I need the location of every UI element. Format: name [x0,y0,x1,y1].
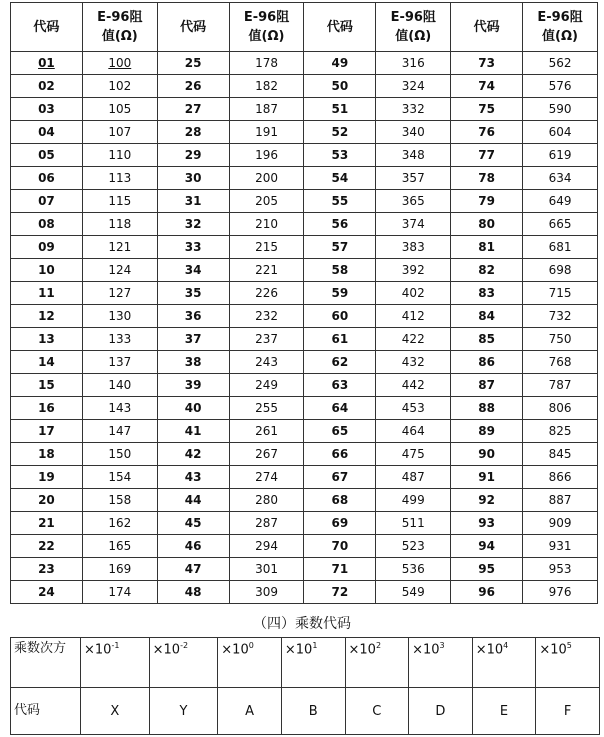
power-base: ×10 [152,642,181,658]
code-cell: 48 [157,581,229,604]
resistance-value-cell: 576 [523,75,598,98]
resistance-value-cell: 100 [82,52,157,75]
resistance-value-cell: 953 [523,558,598,581]
resistance-value-cell: 210 [229,213,304,236]
resistance-value-cell: 383 [376,236,451,259]
code-cell: 27 [157,98,229,121]
code-cell: 88 [451,397,523,420]
resistance-value-cell: 127 [82,282,157,305]
table-row [11,167,598,190]
table-row [11,98,598,121]
code-cell: 94 [451,535,523,558]
code-cell: 34 [157,259,229,282]
resistance-value-cell: 178 [229,52,304,75]
code-cell: 07 [11,190,83,213]
table-row [11,466,598,489]
power-exponent: 0 [248,641,254,650]
code-cell: 09 [11,236,83,259]
resistance-value-cell: 499 [376,489,451,512]
resistance-value-cell: 115 [82,190,157,213]
resistance-value-cell: 649 [523,190,598,213]
resistance-value-cell: 562 [523,52,598,75]
resistance-value-cell: 200 [229,167,304,190]
resistance-value-cell: 332 [376,98,451,121]
resistance-value-cell: 280 [229,489,304,512]
multiplier-power-cell [536,638,600,688]
code-cell: 82 [451,259,523,282]
code-cell: 54 [304,167,376,190]
resistance-value-cell: 137 [82,351,157,374]
code-cell: 83 [451,282,523,305]
table-row [11,489,598,512]
resistance-value-cell: 110 [82,144,157,167]
header-cell: E-96阻 值(Ω) [376,3,451,52]
code-cell: 05 [11,144,83,167]
multiplier-code-cell: F [536,688,600,735]
resistance-value-cell: 232 [229,305,304,328]
table-row [11,374,598,397]
power-base: ×10 [412,642,440,658]
code-cell: 31 [157,190,229,213]
table-row [11,213,598,236]
multiplier-power-row [11,638,600,688]
resistance-value-cell: 301 [229,558,304,581]
code-cell: 26 [157,75,229,98]
resistance-value-cell: 536 [376,558,451,581]
code-cell: 38 [157,351,229,374]
resistance-value-cell: 634 [523,167,598,190]
resistance-value-cell: 162 [82,512,157,535]
resistance-value-cell: 324 [376,75,451,98]
table-row [11,236,598,259]
resistance-value-cell: 130 [82,305,157,328]
code-cell: 14 [11,351,83,374]
code-cell: 67 [304,466,376,489]
multiplier-code-cell: C [345,688,409,735]
code-cell: 58 [304,259,376,282]
multiplier-power-cell [218,638,282,688]
resistance-value-cell: 787 [523,374,598,397]
code-cell: 77 [451,144,523,167]
resistance-value-cell: 274 [229,466,304,489]
resistance-value-cell: 750 [523,328,598,351]
resistance-value-cell: 147 [82,420,157,443]
resistance-value-cell: 768 [523,351,598,374]
multiplier-power-cell [81,638,150,688]
code-cell: 74 [451,75,523,98]
code-cell: 15 [11,374,83,397]
power-exponent: 5 [566,641,572,650]
power-exponent: -1 [111,641,120,650]
resistance-value-cell: 165 [82,535,157,558]
code-cell: 04 [11,121,83,144]
header-cell: E-96阻 值(Ω) [82,3,157,52]
resistance-value-cell: 237 [229,328,304,351]
resistance-value-cell: 249 [229,374,304,397]
resistance-value-cell: 348 [376,144,451,167]
table-row [11,512,598,535]
code-cell: 23 [11,558,83,581]
table-row [11,52,598,75]
header-cell: 代码 [157,3,229,52]
code-cell: 08 [11,213,83,236]
code-cell: 21 [11,512,83,535]
table-row [11,328,598,351]
resistance-value-cell: 475 [376,443,451,466]
code-cell: 18 [11,443,83,466]
code-cell: 70 [304,535,376,558]
code-cell: 68 [304,489,376,512]
power-exponent: 4 [503,641,509,650]
resistance-value-cell: 909 [523,512,598,535]
header-cell: 代码 [11,3,83,52]
resistance-value-cell: 357 [376,167,451,190]
resistance-value-cell: 442 [376,374,451,397]
table-row [11,259,598,282]
code-cell: 16 [11,397,83,420]
code-cell: 95 [451,558,523,581]
resistance-value-cell: 665 [523,213,598,236]
code-cell: 72 [304,581,376,604]
resistance-value-cell: 681 [523,236,598,259]
resistance-value-cell: 102 [82,75,157,98]
code-cell: 37 [157,328,229,351]
power-exponent: -2 [180,641,189,650]
resistance-value-cell: 205 [229,190,304,213]
code-cell: 75 [451,98,523,121]
table-row [11,282,598,305]
code-cell: 32 [157,213,229,236]
table-row [11,144,598,167]
code-cell: 06 [11,167,83,190]
table-body [11,52,598,604]
multiplier-power-cell [345,638,409,688]
code-cell: 64 [304,397,376,420]
code-cell: 60 [304,305,376,328]
resistance-value-cell: 845 [523,443,598,466]
code-cell: 96 [451,581,523,604]
code-cell: 42 [157,443,229,466]
code-cell: 03 [11,98,83,121]
resistance-value-cell: 169 [82,558,157,581]
resistance-value-cell: 287 [229,512,304,535]
code-cell: 76 [451,121,523,144]
header-cell: E-96阻 值(Ω) [229,3,304,52]
resistance-value-cell: 107 [82,121,157,144]
resistance-value-cell: 187 [229,98,304,121]
multiplier-code-cell: E [472,688,536,735]
code-cell: 79 [451,190,523,213]
resistance-value-cell: 365 [376,190,451,213]
header-cell: 代码 [304,3,376,52]
table-row [11,305,598,328]
power-exponent: 2 [375,641,382,650]
code-cell: 40 [157,397,229,420]
resistance-value-cell: 309 [229,581,304,604]
code-cell: 44 [157,489,229,512]
e96-resistor-code-table [10,2,598,604]
resistance-value-cell: 340 [376,121,451,144]
power-base: ×10 [475,642,504,658]
code-cell: 12 [11,305,83,328]
resistance-value-cell: 412 [376,305,451,328]
resistance-value-cell: 140 [82,374,157,397]
table-row [11,581,598,604]
code-cell: 22 [11,535,83,558]
multiplier-code-table [10,637,600,735]
table-row [11,351,598,374]
code-cell: 46 [157,535,229,558]
code-cell: 80 [451,213,523,236]
code-cell: 65 [304,420,376,443]
resistance-value-cell: 143 [82,397,157,420]
code-cell: 52 [304,121,376,144]
resistance-value-cell: 133 [82,328,157,351]
code-cell: 61 [304,328,376,351]
resistance-value-cell: 806 [523,397,598,420]
code-cell: 10 [11,259,83,282]
power-base: ×10 [284,642,313,658]
resistance-value-cell: 226 [229,282,304,305]
code-cell: 81 [451,236,523,259]
resistance-value-cell: 113 [82,167,157,190]
resistance-value-cell: 432 [376,351,451,374]
code-cell: 84 [451,305,523,328]
code-cell: 62 [304,351,376,374]
resistance-value-cell: 316 [376,52,451,75]
power-exponent: 1 [312,641,318,650]
power-base: ×10 [221,642,249,658]
power-exponent: 3 [439,641,445,650]
header-cell: 代码 [451,3,523,52]
table-row [11,397,598,420]
code-cell: 02 [11,75,83,98]
resistance-value-cell: 191 [229,121,304,144]
table-row [11,443,598,466]
resistance-value-cell: 243 [229,351,304,374]
code-cell: 11 [11,282,83,305]
code-cell: 55 [304,190,376,213]
code-cell: 33 [157,236,229,259]
code-cell: 35 [157,282,229,305]
resistance-value-cell: 124 [82,259,157,282]
code-cell: 85 [451,328,523,351]
code-cell: 92 [451,489,523,512]
resistance-value-cell: 590 [523,98,598,121]
code-cell: 78 [451,167,523,190]
code-cell: 73 [451,52,523,75]
power-base: ×10 [539,642,567,658]
code-cell: 45 [157,512,229,535]
resistance-value-cell: 422 [376,328,451,351]
code-cell: 20 [11,489,83,512]
code-cell: 49 [304,52,376,75]
multiplier-power-cell [281,638,345,688]
resistance-value-cell: 118 [82,213,157,236]
code-cell: 71 [304,558,376,581]
resistance-value-cell: 154 [82,466,157,489]
code-cell: 47 [157,558,229,581]
resistance-value-cell: 174 [82,581,157,604]
code-cell: 90 [451,443,523,466]
code-cell: 39 [157,374,229,397]
resistance-value-cell: 267 [229,443,304,466]
power-base: ×10 [348,642,376,658]
code-cell: 19 [11,466,83,489]
header-cell: E-96阻 值(Ω) [523,3,598,52]
resistance-value-cell: 931 [523,535,598,558]
resistance-value-cell: 549 [376,581,451,604]
resistance-value-cell: 196 [229,144,304,167]
code-cell: 63 [304,374,376,397]
resistance-value-cell: 604 [523,121,598,144]
code-cell: 28 [157,121,229,144]
power-base: ×10 [84,642,112,658]
multiplier-power-cell [409,638,473,688]
resistance-value-cell: 825 [523,420,598,443]
resistance-value-cell: 221 [229,259,304,282]
table-row [11,535,598,558]
multiplier-power-cell [149,638,218,688]
multiplier-code-cell: D [409,688,473,735]
code-cell: 69 [304,512,376,535]
section-title: （四）乘数代码 [253,616,351,632]
resistance-value-cell: 464 [376,420,451,443]
code-cell: 43 [157,466,229,489]
resistance-value-cell: 866 [523,466,598,489]
resistance-value-cell: 105 [82,98,157,121]
power-row-label: 乘数次方 [11,638,81,688]
code-cell: 29 [157,144,229,167]
code-cell: 66 [304,443,376,466]
code-cell: 30 [157,167,229,190]
multiplier-code-cell: X [81,688,150,735]
code-cell: 56 [304,213,376,236]
resistance-value-cell: 732 [523,305,598,328]
resistance-value-cell: 453 [376,397,451,420]
code-cell: 51 [304,98,376,121]
code-cell: 13 [11,328,83,351]
code-cell: 25 [157,52,229,75]
table-row [11,420,598,443]
table-row [11,190,598,213]
resistance-value-cell: 976 [523,581,598,604]
table-row [11,75,598,98]
resistance-value-cell: 150 [82,443,157,466]
resistance-value-cell: 392 [376,259,451,282]
code-cell: 24 [11,581,83,604]
table-row [11,558,598,581]
resistance-value-cell: 121 [82,236,157,259]
resistance-value-cell: 261 [229,420,304,443]
code-cell: 86 [451,351,523,374]
multiplier-code-cell: Y [149,688,218,735]
code-cell: 89 [451,420,523,443]
resistance-value-cell: 374 [376,213,451,236]
code-cell: 01 [11,52,83,75]
code-cell: 91 [451,466,523,489]
code-cell: 36 [157,305,229,328]
resistance-value-cell: 698 [523,259,598,282]
code-cell: 17 [11,420,83,443]
multiplier-code-cell: A [218,688,282,735]
resistance-value-cell: 402 [376,282,451,305]
resistance-value-cell: 487 [376,466,451,489]
resistance-value-cell: 255 [229,397,304,420]
resistance-value-cell: 523 [376,535,451,558]
code-row-label: 代码 [11,688,81,735]
code-cell: 93 [451,512,523,535]
resistance-value-cell: 158 [82,489,157,512]
resistance-value-cell: 887 [523,489,598,512]
code-cell: 59 [304,282,376,305]
resistance-value-cell: 511 [376,512,451,535]
code-cell: 50 [304,75,376,98]
multiplier-power-cell [472,638,536,688]
code-cell: 53 [304,144,376,167]
multiplier-code-row [11,688,600,735]
resistance-value-cell: 619 [523,144,598,167]
code-cell: 41 [157,420,229,443]
resistance-value-cell: 294 [229,535,304,558]
table-header-row [11,3,598,52]
code-cell: 87 [451,374,523,397]
table-row [11,121,598,144]
resistance-value-cell: 715 [523,282,598,305]
code-cell: 57 [304,236,376,259]
resistance-value-cell: 215 [229,236,304,259]
resistance-value-cell: 182 [229,75,304,98]
multiplier-code-cell: B [281,688,345,735]
